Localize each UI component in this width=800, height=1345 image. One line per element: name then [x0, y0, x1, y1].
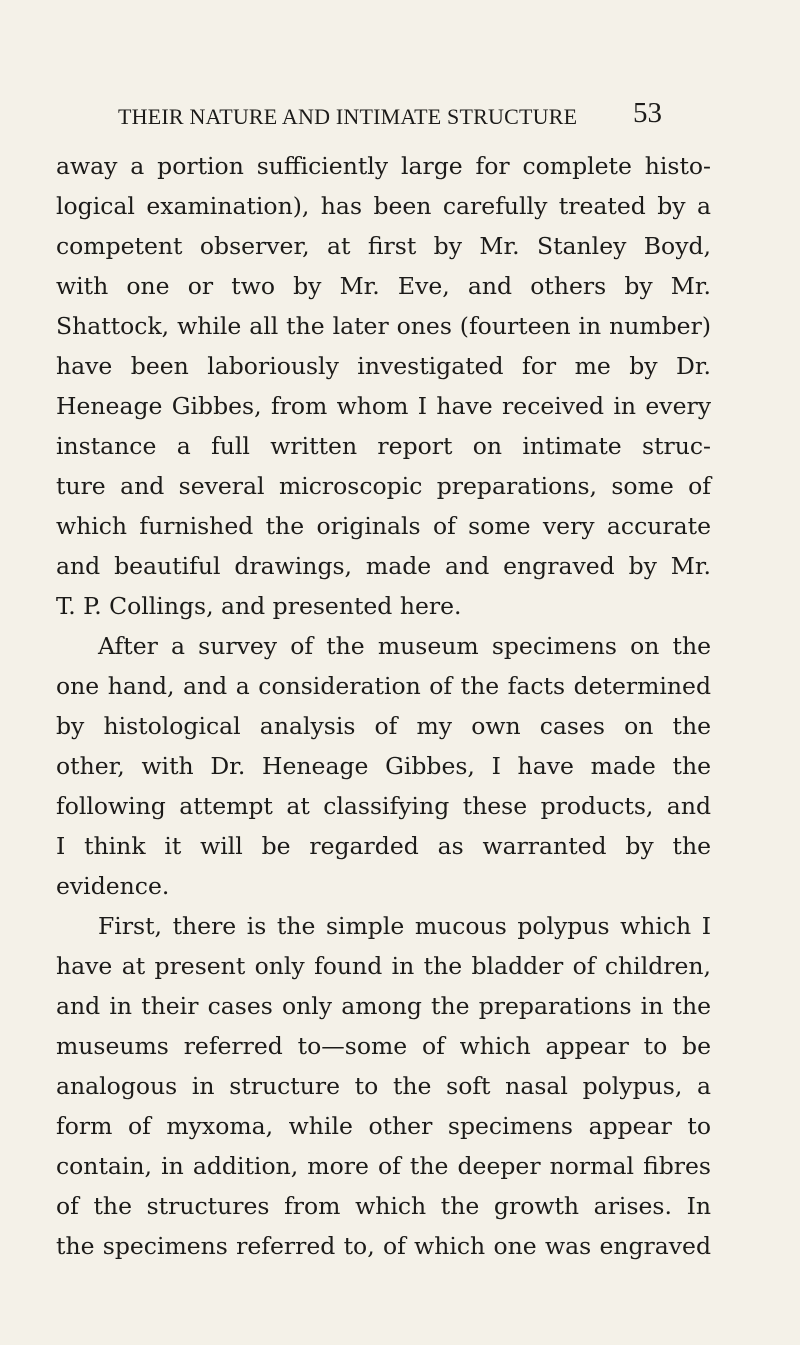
- body-text: [56, 146, 711, 1266]
- running-head: THEIR NATURE AND INTIMATE STRUCTURE: [118, 104, 578, 129]
- text-line: of the structures from which the growth arises. In: [56, 1192, 711, 1220]
- text-line: following attempt at classifying these products, and: [56, 792, 711, 820]
- text-line: T. P. Collings, and presented here.: [56, 592, 462, 620]
- text-line: one hand, and a consideration of the facts determined: [56, 672, 711, 700]
- text-line: I think it will be regarded as warranted by the: [56, 832, 711, 860]
- text-line: competent observer, at first by Mr. Stanley Boyd,: [56, 232, 711, 260]
- text-line: other, with Dr. Heneage Gibbes, I have made the: [56, 752, 711, 780]
- text-line: ture and several microscopic preparations, some of: [56, 472, 711, 500]
- text-line: have been laboriously investigated for me by Dr.: [56, 352, 711, 380]
- text-line: museums referred to—some of which appear to be: [56, 1032, 711, 1060]
- text-line: away a portion sufficiently large for complete histo-: [56, 152, 711, 180]
- text-line: with one or two by Mr. Eve, and others by Mr.: [56, 272, 711, 300]
- text-line: have at present only found in the bladder of children,: [56, 952, 711, 980]
- text-line: and in their cases only among the preparations in the: [56, 992, 711, 1020]
- text-line: First, there is the simple mucous polypus which I: [98, 912, 711, 940]
- text-line: After a survey of the museum specimens on the: [98, 632, 711, 660]
- text-line: contain, in addition, more of the deeper normal fibres: [56, 1152, 711, 1180]
- text-line: instance a full written report on intimate struc-: [56, 432, 711, 460]
- text-line: evidence.: [56, 872, 170, 900]
- text-line: Heneage Gibbes, from whom I have received in every: [56, 392, 711, 420]
- text-line: by histological analysis of my own cases on the: [56, 712, 711, 740]
- text-line: analogous in structure to the soft nasal polypus, a: [56, 1072, 711, 1100]
- text-line: logical examination), has been carefully treated by a: [56, 192, 711, 220]
- text-line: the specimens referred to, of which one was engraved: [56, 1232, 711, 1260]
- text-line: form of myxoma, while other specimens appear to: [56, 1112, 711, 1140]
- text-line: Shattock, while all the later ones (fourteen in number): [56, 312, 711, 340]
- text-line: and beautiful drawings, made and engraved by Mr.: [56, 552, 711, 580]
- page-number: 53: [633, 97, 662, 129]
- text-line: which furnished the originals of some very accurate: [56, 512, 711, 540]
